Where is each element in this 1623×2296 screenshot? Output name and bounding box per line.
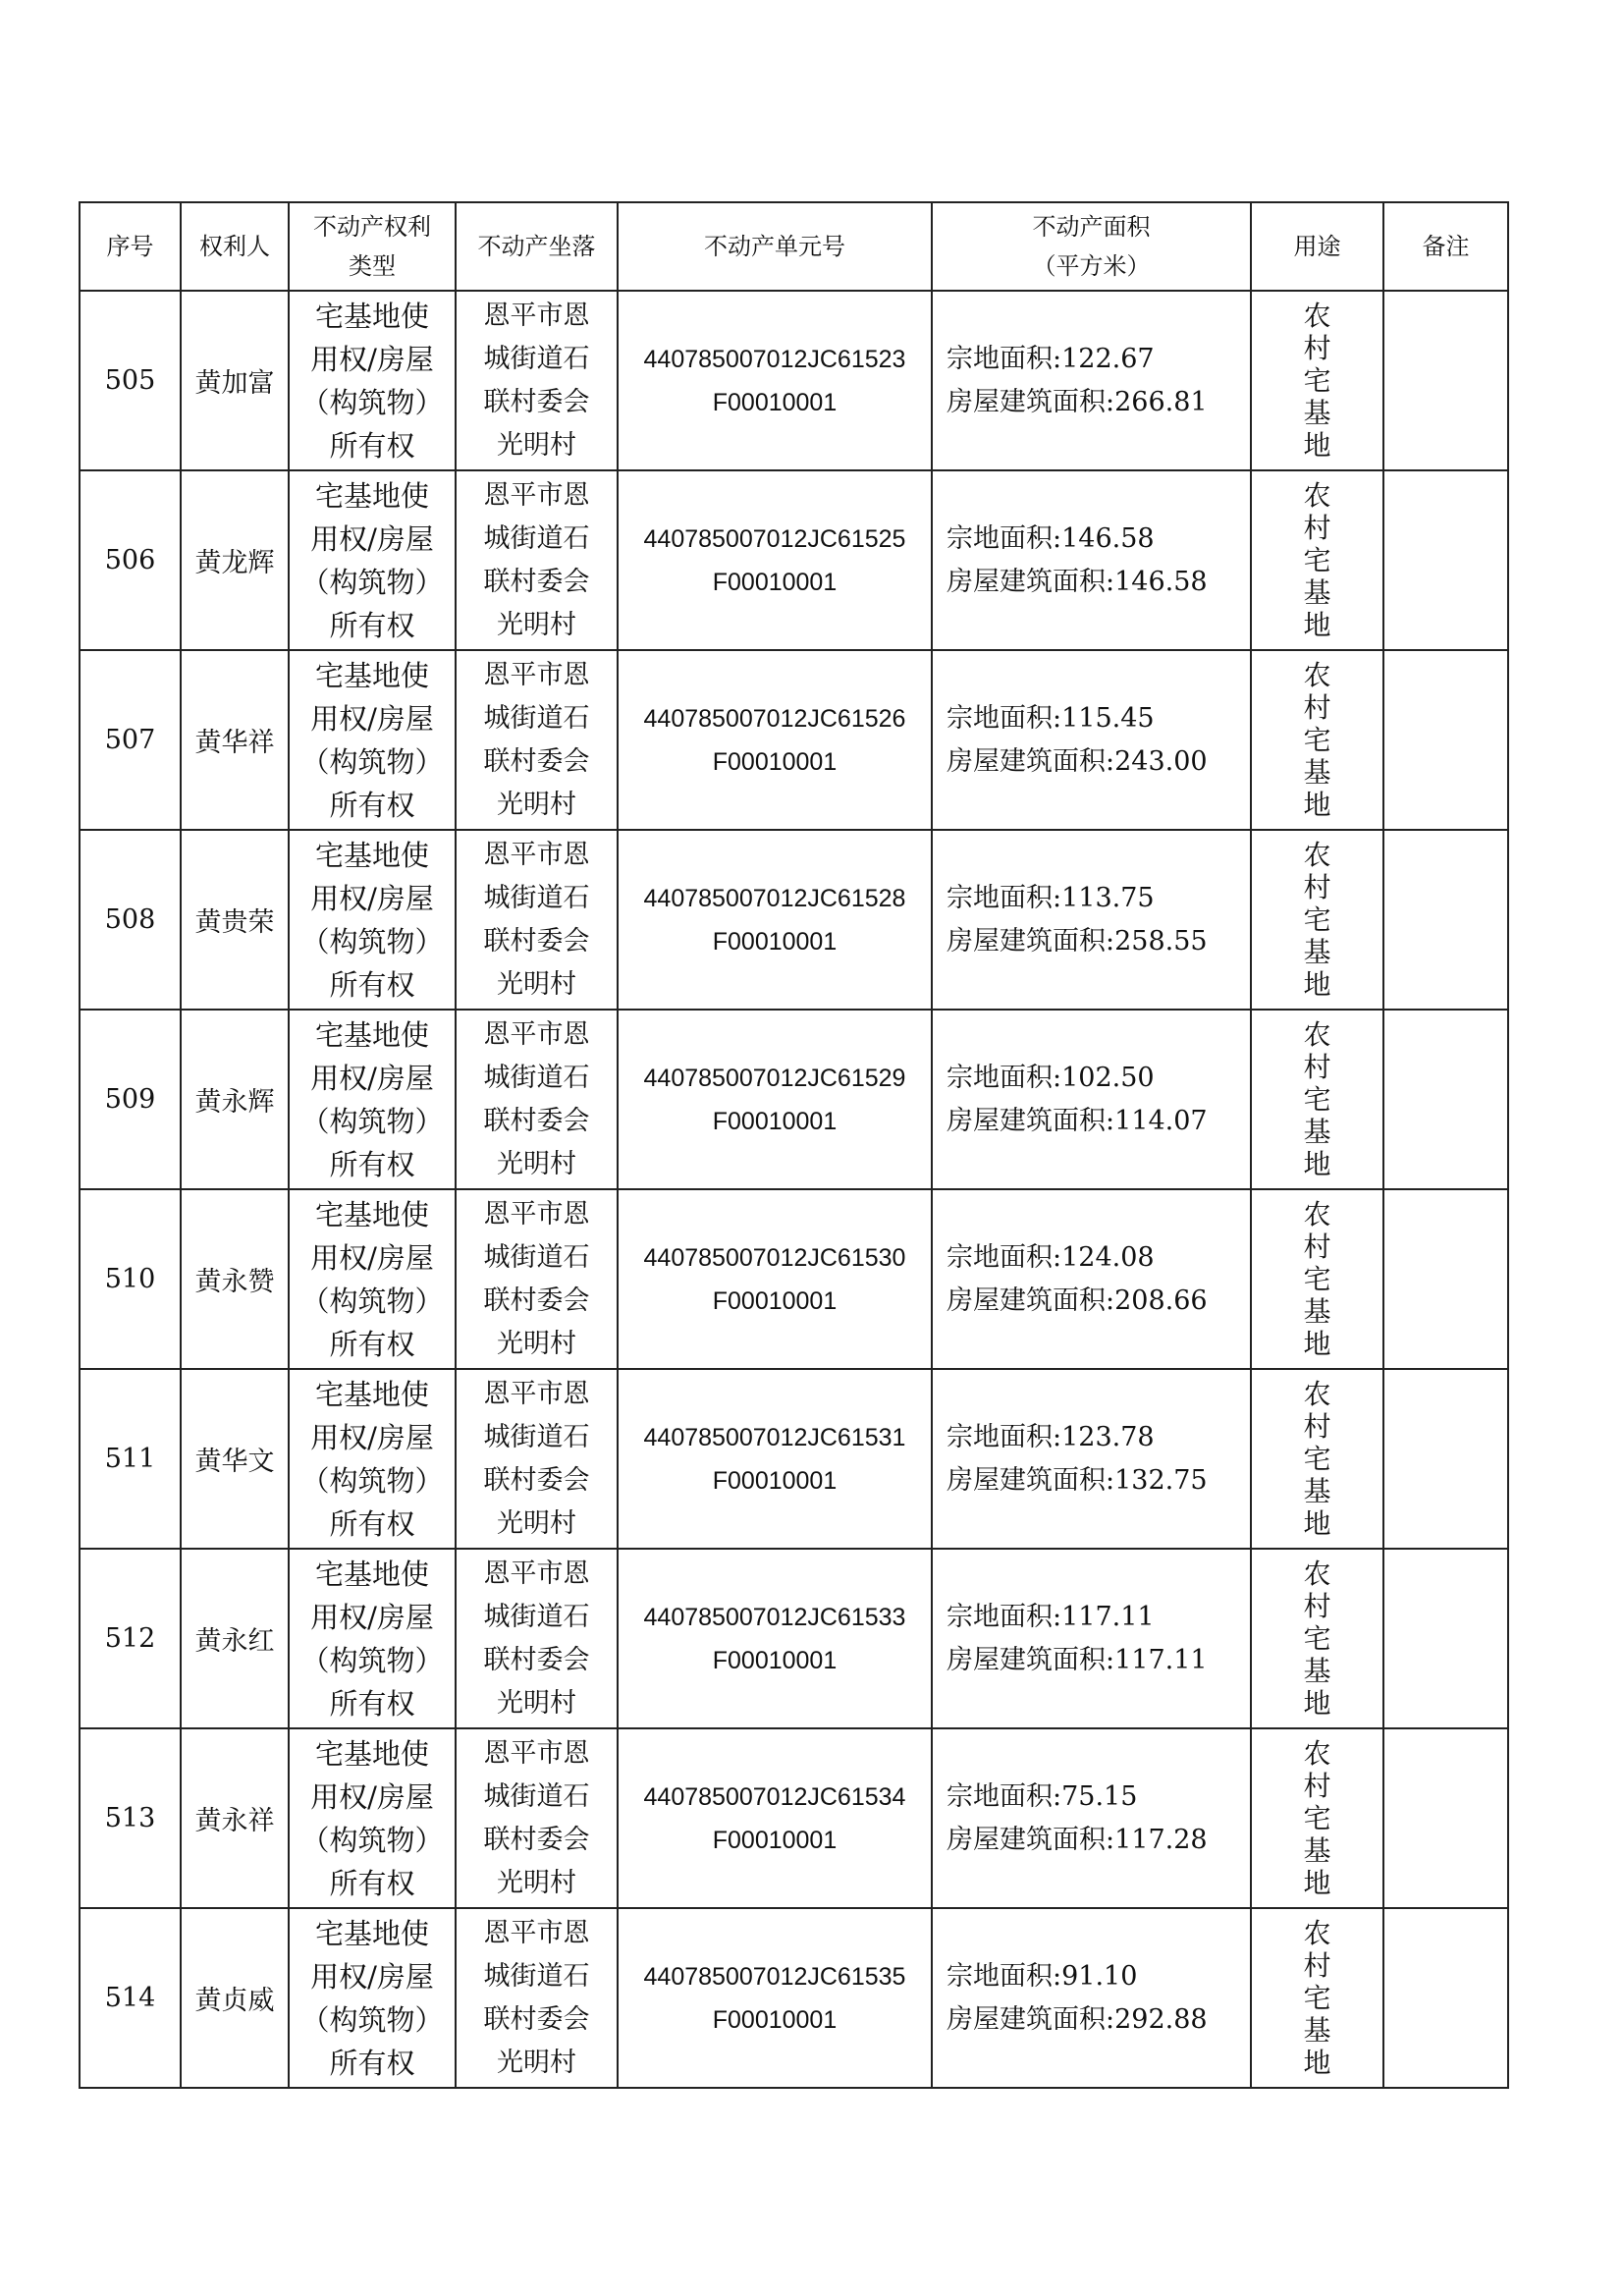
row-building-area: 房屋建筑面积:208.66 — [947, 1285, 1208, 1316]
row-right-type-line: 所有权 — [329, 788, 415, 822]
row-location-line: 城街道石 — [483, 343, 590, 374]
table-row — [80, 1549, 1508, 1728]
row-right-type-line: （构筑物） — [300, 385, 444, 419]
row-location — [456, 650, 618, 830]
row-location-line: 恩平市恩 — [483, 659, 590, 690]
row-unit-number-line: F00010001 — [712, 1646, 838, 1674]
row-use-char: 农 — [1303, 1018, 1331, 1051]
row-location-line: 光明村 — [497, 1507, 576, 1539]
row-use-char: 村 — [1303, 1590, 1331, 1622]
row-unit-number-line: F00010001 — [712, 388, 838, 416]
row-use-char: 地 — [1303, 789, 1331, 821]
row-right-type-line: 所有权 — [329, 428, 415, 463]
header-unit-number: 不动产单元号 — [618, 202, 932, 291]
row-right-type — [289, 1908, 456, 2088]
row-serial-number: 509 — [80, 1010, 181, 1189]
row-use-char: 地 — [1303, 968, 1331, 1001]
row-right-type-line: 用权/房屋 — [310, 1779, 434, 1814]
header-area — [932, 202, 1251, 291]
row-right-type-line: （构筑物） — [300, 2002, 444, 2037]
row-unit-number — [618, 1010, 932, 1189]
row-right-type-line: 用权/房屋 — [310, 521, 434, 556]
row-building-area: 房屋建筑面积:243.00 — [947, 745, 1208, 777]
row-land-area: 宗地面积:123.78 — [947, 1421, 1155, 1452]
row-location-line: 光明村 — [497, 429, 576, 461]
row-area — [932, 470, 1251, 650]
row-right-type-line: 所有权 — [329, 608, 415, 642]
row-land-area: 宗地面积:113.75 — [947, 882, 1155, 913]
row-owner: 黄加富 — [181, 291, 289, 470]
row-right-type — [289, 1010, 456, 1189]
row-owner: 黄永红 — [181, 1549, 289, 1728]
header-right-type-line2: 类型 — [349, 252, 396, 280]
row-right-type-line: 所有权 — [329, 1506, 415, 1541]
row-owner: 黄永祥 — [181, 1728, 289, 1908]
row-right-type-line: 宅基地使 — [314, 838, 429, 872]
row-location-line: 城街道石 — [483, 1601, 590, 1632]
row-right-type-line: 所有权 — [329, 1147, 415, 1181]
row-serial-number: 514 — [80, 1908, 181, 2088]
row-location-line: 城街道石 — [483, 1960, 590, 1992]
row-building-area: 房屋建筑面积:258.55 — [947, 925, 1208, 957]
row-right-type-line: （构筑物） — [300, 924, 444, 958]
row-right-type-line: 用权/房屋 — [310, 1420, 434, 1454]
row-use-char: 宅 — [1303, 1083, 1331, 1116]
table-row — [80, 1908, 1508, 2088]
row-use — [1251, 650, 1383, 830]
row-serial-number: 510 — [80, 1189, 181, 1369]
row-right-type — [289, 1728, 456, 1908]
row-serial-number: 512 — [80, 1549, 181, 1728]
row-unit-number-line: 440785007012JC61529 — [643, 1064, 906, 1092]
row-right-type-line: 用权/房屋 — [310, 1061, 434, 1095]
row-use-char: 农 — [1303, 479, 1331, 512]
row-location-line: 恩平市恩 — [483, 1917, 590, 1948]
row-remark — [1383, 1549, 1508, 1728]
row-use-char: 村 — [1303, 1230, 1331, 1263]
row-use-char: 地 — [1303, 1507, 1331, 1540]
row-use-char: 宅 — [1303, 724, 1331, 756]
row-serial-number: 513 — [80, 1728, 181, 1908]
row-area — [932, 1369, 1251, 1549]
row-right-type — [289, 291, 456, 470]
row-location-line: 联村委会 — [483, 1285, 590, 1316]
row-building-area: 房屋建筑面积:266.81 — [947, 386, 1208, 417]
row-location-line: 联村委会 — [483, 386, 590, 417]
row-unit-number-line: 440785007012JC61525 — [643, 524, 906, 553]
row-owner: 黄永辉 — [181, 1010, 289, 1189]
row-use-char: 地 — [1303, 609, 1331, 641]
row-location-line: 恩平市恩 — [483, 1737, 590, 1769]
row-owner: 黄华祥 — [181, 650, 289, 830]
row-unit-number — [618, 1908, 932, 2088]
row-right-type-line: （构筑物） — [300, 1643, 444, 1677]
row-location — [456, 1549, 618, 1728]
row-right-type-line: 宅基地使 — [314, 1197, 429, 1231]
row-right-type-line: 用权/房屋 — [310, 881, 434, 915]
row-use — [1251, 830, 1383, 1010]
row-unit-number-line: F00010001 — [712, 1286, 838, 1315]
row-unit-number-line: 440785007012JC61526 — [643, 704, 906, 733]
row-use-char: 农 — [1303, 659, 1331, 691]
row-unit-number — [618, 1549, 932, 1728]
row-land-area: 宗地面积:91.10 — [947, 1960, 1138, 1992]
row-building-area: 房屋建筑面积:117.28 — [947, 1824, 1208, 1855]
row-use-char: 地 — [1303, 1148, 1331, 1180]
row-unit-number-line: F00010001 — [712, 2005, 838, 2034]
row-unit-number-line: 440785007012JC61530 — [643, 1243, 906, 1272]
row-use-char: 宅 — [1303, 544, 1331, 576]
row-use — [1251, 291, 1383, 470]
row-land-area: 宗地面积:115.45 — [947, 702, 1155, 734]
row-unit-number — [618, 650, 932, 830]
row-use-char: 农 — [1303, 1198, 1331, 1230]
row-location-line: 城街道石 — [483, 702, 590, 734]
row-right-type-line: 用权/房屋 — [310, 1959, 434, 1994]
row-location-line: 光明村 — [497, 609, 576, 640]
row-unit-number-line: 440785007012JC61528 — [643, 884, 906, 912]
row-area — [932, 1549, 1251, 1728]
row-location-line: 光明村 — [497, 1867, 576, 1898]
row-use-char: 基 — [1303, 756, 1331, 789]
row-location-line: 光明村 — [497, 1687, 576, 1719]
row-building-area: 房屋建筑面积:132.75 — [947, 1464, 1208, 1496]
row-location-line: 联村委会 — [483, 2003, 590, 2035]
row-use — [1251, 1369, 1383, 1549]
row-right-type-line: 宅基地使 — [314, 1017, 429, 1052]
row-right-type-line: （构筑物） — [300, 1823, 444, 1857]
row-use-char: 宅 — [1303, 1443, 1331, 1475]
row-unit-number — [618, 1728, 932, 1908]
row-location-line: 恩平市恩 — [483, 479, 590, 511]
row-use-char: 村 — [1303, 871, 1331, 903]
row-location-line: 光明村 — [497, 968, 576, 1000]
header-remark: 备注 — [1383, 202, 1508, 291]
row-use-char: 地 — [1303, 1867, 1331, 1899]
row-use-char: 农 — [1303, 1737, 1331, 1770]
row-area — [932, 291, 1251, 470]
property-register-table — [79, 201, 1509, 2089]
header-area-line1: 不动产面积 — [1032, 213, 1151, 241]
row-use-char: 基 — [1303, 2014, 1331, 2047]
row-unit-number — [618, 470, 932, 650]
header-owner: 权利人 — [181, 202, 289, 291]
row-unit-number-line: 440785007012JC61534 — [643, 1782, 906, 1811]
row-land-area: 宗地面积:146.58 — [947, 522, 1155, 554]
row-land-area: 宗地面积:102.50 — [947, 1062, 1155, 1093]
row-remark — [1383, 1189, 1508, 1369]
row-use — [1251, 470, 1383, 650]
row-use-char: 村 — [1303, 1949, 1331, 1982]
table-row — [80, 291, 1508, 470]
row-land-area: 宗地面积:75.15 — [947, 1780, 1138, 1812]
table-body — [80, 291, 1508, 2088]
row-building-area: 房屋建筑面积:114.07 — [947, 1105, 1208, 1136]
row-right-type-line: 所有权 — [329, 2046, 415, 2080]
row-right-type-line: 所有权 — [329, 1866, 415, 1900]
row-use — [1251, 1549, 1383, 1728]
row-unit-number-line: F00010001 — [712, 747, 838, 776]
row-building-area: 房屋建筑面积:292.88 — [947, 2003, 1208, 2035]
row-right-type-line: （构筑物） — [300, 1104, 444, 1138]
row-use-char: 宅 — [1303, 1982, 1331, 2014]
table-row — [80, 1010, 1508, 1189]
header-location: 不动产坐落 — [456, 202, 618, 291]
row-location — [456, 470, 618, 650]
row-use — [1251, 1728, 1383, 1908]
row-use-char: 村 — [1303, 1410, 1331, 1443]
row-use-char: 农 — [1303, 300, 1331, 332]
header-use: 用途 — [1251, 202, 1383, 291]
row-location-line: 恩平市恩 — [483, 839, 590, 870]
row-right-type-line: 用权/房屋 — [310, 1600, 434, 1634]
row-land-area: 宗地面积:124.08 — [947, 1241, 1155, 1273]
row-right-type — [289, 830, 456, 1010]
row-location-line: 恩平市恩 — [483, 1558, 590, 1589]
row-use-char: 农 — [1303, 1917, 1331, 1949]
row-remark — [1383, 1728, 1508, 1908]
row-right-type-line: 所有权 — [329, 1327, 415, 1361]
row-location-line: 城街道石 — [483, 1241, 590, 1273]
row-serial-number: 511 — [80, 1369, 181, 1549]
row-right-type — [289, 650, 456, 830]
row-use-char: 地 — [1303, 2047, 1331, 2079]
header-right-type-line1: 不动产权利 — [313, 213, 431, 241]
row-location-line: 城街道石 — [483, 882, 590, 913]
row-unit-number — [618, 291, 932, 470]
header-row — [80, 202, 1508, 291]
row-remark — [1383, 650, 1508, 830]
row-use-char: 村 — [1303, 1051, 1331, 1083]
row-owner: 黄贞威 — [181, 1908, 289, 2088]
table-row — [80, 1369, 1508, 1549]
row-use-char: 村 — [1303, 691, 1331, 724]
row-location — [456, 1189, 618, 1369]
row-location-line: 光明村 — [497, 1328, 576, 1359]
row-location — [456, 291, 618, 470]
row-location — [456, 1010, 618, 1189]
row-use-char: 宅 — [1303, 903, 1331, 936]
row-unit-number-line: 440785007012JC61523 — [643, 345, 906, 373]
row-use-char: 农 — [1303, 839, 1331, 871]
row-use-char: 地 — [1303, 1328, 1331, 1360]
row-area — [932, 1728, 1251, 1908]
row-use-char: 地 — [1303, 1687, 1331, 1720]
header-right-type — [289, 202, 456, 291]
row-unit-number-line: F00010001 — [712, 1466, 838, 1495]
row-remark — [1383, 1369, 1508, 1549]
row-remark — [1383, 1908, 1508, 2088]
row-use-char: 基 — [1303, 1655, 1331, 1687]
row-right-type — [289, 1549, 456, 1728]
row-unit-number-line: 440785007012JC61531 — [643, 1423, 906, 1451]
row-use-char: 基 — [1303, 1116, 1331, 1148]
row-right-type-line: 宅基地使 — [314, 658, 429, 692]
row-area — [932, 830, 1251, 1010]
row-owner: 黄华文 — [181, 1369, 289, 1549]
row-owner: 黄贵荣 — [181, 830, 289, 1010]
row-right-type-line: 宅基地使 — [314, 1557, 429, 1591]
row-area — [932, 1189, 1251, 1369]
table-row — [80, 830, 1508, 1010]
row-location — [456, 1908, 618, 2088]
row-use-char: 基 — [1303, 397, 1331, 429]
row-unit-number-line: F00010001 — [712, 1107, 838, 1135]
row-location-line: 城街道石 — [483, 1062, 590, 1093]
row-right-type-line: （构筑物） — [300, 565, 444, 599]
row-building-area: 房屋建筑面积:146.58 — [947, 566, 1208, 597]
row-area — [932, 1010, 1251, 1189]
row-use-char: 村 — [1303, 332, 1331, 364]
row-building-area: 房屋建筑面积:117.11 — [947, 1644, 1208, 1675]
row-use-char: 基 — [1303, 576, 1331, 609]
row-use-char: 基 — [1303, 1295, 1331, 1328]
row-right-type-line: （构筑物） — [300, 744, 444, 779]
row-remark — [1383, 830, 1508, 1010]
row-remark — [1383, 1010, 1508, 1189]
row-location-line: 恩平市恩 — [483, 300, 590, 331]
row-location-line: 光明村 — [497, 1148, 576, 1179]
row-right-type-line: （构筑物） — [300, 1284, 444, 1318]
row-land-area: 宗地面积:122.67 — [947, 343, 1155, 374]
row-owner: 黄龙辉 — [181, 470, 289, 650]
row-remark — [1383, 291, 1508, 470]
row-right-type — [289, 1189, 456, 1369]
row-location-line: 光明村 — [497, 789, 576, 820]
row-location-line: 联村委会 — [483, 1644, 590, 1675]
row-location-line: 城街道石 — [483, 1421, 590, 1452]
row-use-char: 基 — [1303, 1475, 1331, 1507]
row-right-type-line: 宅基地使 — [314, 1916, 429, 1950]
row-use-char: 村 — [1303, 1770, 1331, 1802]
row-right-type-line: 宅基地使 — [314, 299, 429, 333]
row-use-char: 村 — [1303, 512, 1331, 544]
row-location — [456, 1369, 618, 1549]
row-use-char: 宅 — [1303, 1263, 1331, 1295]
row-use-char: 农 — [1303, 1378, 1331, 1410]
row-right-type — [289, 470, 456, 650]
row-land-area: 宗地面积:117.11 — [947, 1601, 1155, 1632]
row-unit-number — [618, 830, 932, 1010]
row-right-type-line: 宅基地使 — [314, 1736, 429, 1771]
row-location-line: 联村委会 — [483, 1824, 590, 1855]
row-use-char: 宅 — [1303, 1622, 1331, 1655]
table-row — [80, 470, 1508, 650]
row-location-line: 联村委会 — [483, 566, 590, 597]
row-right-type-line: 用权/房屋 — [310, 701, 434, 736]
row-location-line: 恩平市恩 — [483, 1198, 590, 1230]
row-right-type-line: 用权/房屋 — [310, 342, 434, 376]
row-right-type-line: 宅基地使 — [314, 1377, 429, 1411]
row-unit-number — [618, 1369, 932, 1549]
row-unit-number — [618, 1189, 932, 1369]
row-location-line: 城街道石 — [483, 522, 590, 554]
row-use-char: 基 — [1303, 1834, 1331, 1867]
header-sn: 序号 — [80, 202, 181, 291]
row-use-char: 宅 — [1303, 1802, 1331, 1834]
row-right-type — [289, 1369, 456, 1549]
row-location-line: 联村委会 — [483, 745, 590, 777]
row-location-line: 恩平市恩 — [483, 1378, 590, 1409]
row-use — [1251, 1908, 1383, 2088]
row-unit-number-line: F00010001 — [712, 568, 838, 596]
row-unit-number-line: 440785007012JC61535 — [643, 1962, 906, 1991]
row-location-line: 恩平市恩 — [483, 1018, 590, 1050]
row-right-type-line: 宅基地使 — [314, 478, 429, 513]
table-row — [80, 650, 1508, 830]
row-use-char: 地 — [1303, 429, 1331, 462]
row-unit-number-line: F00010001 — [712, 927, 838, 956]
table-row — [80, 1189, 1508, 1369]
row-location — [456, 1728, 618, 1908]
row-area — [932, 1908, 1251, 2088]
row-serial-number: 507 — [80, 650, 181, 830]
row-location — [456, 830, 618, 1010]
row-use — [1251, 1010, 1383, 1189]
row-owner: 黄永赞 — [181, 1189, 289, 1369]
row-location-line: 光明村 — [497, 2047, 576, 2078]
row-location-line: 联村委会 — [483, 1464, 590, 1496]
row-remark — [1383, 470, 1508, 650]
row-use-char: 农 — [1303, 1558, 1331, 1590]
row-right-type-line: （构筑物） — [300, 1463, 444, 1498]
row-location-line: 联村委会 — [483, 925, 590, 957]
row-serial-number: 508 — [80, 830, 181, 1010]
row-use-char: 基 — [1303, 936, 1331, 968]
row-location-line: 联村委会 — [483, 1105, 590, 1136]
row-serial-number: 505 — [80, 291, 181, 470]
table-row — [80, 1728, 1508, 1908]
row-use-char: 宅 — [1303, 364, 1331, 397]
row-serial-number: 506 — [80, 470, 181, 650]
row-unit-number-line: 440785007012JC61533 — [643, 1603, 906, 1631]
row-right-type-line: 所有权 — [329, 967, 415, 1002]
row-right-type-line: 所有权 — [329, 1686, 415, 1721]
row-right-type-line: 用权/房屋 — [310, 1240, 434, 1275]
row-unit-number-line: F00010001 — [712, 1826, 838, 1854]
row-location-line: 城街道石 — [483, 1780, 590, 1812]
row-area — [932, 650, 1251, 830]
row-use — [1251, 1189, 1383, 1369]
header-area-line2: （平方米） — [1032, 252, 1151, 280]
